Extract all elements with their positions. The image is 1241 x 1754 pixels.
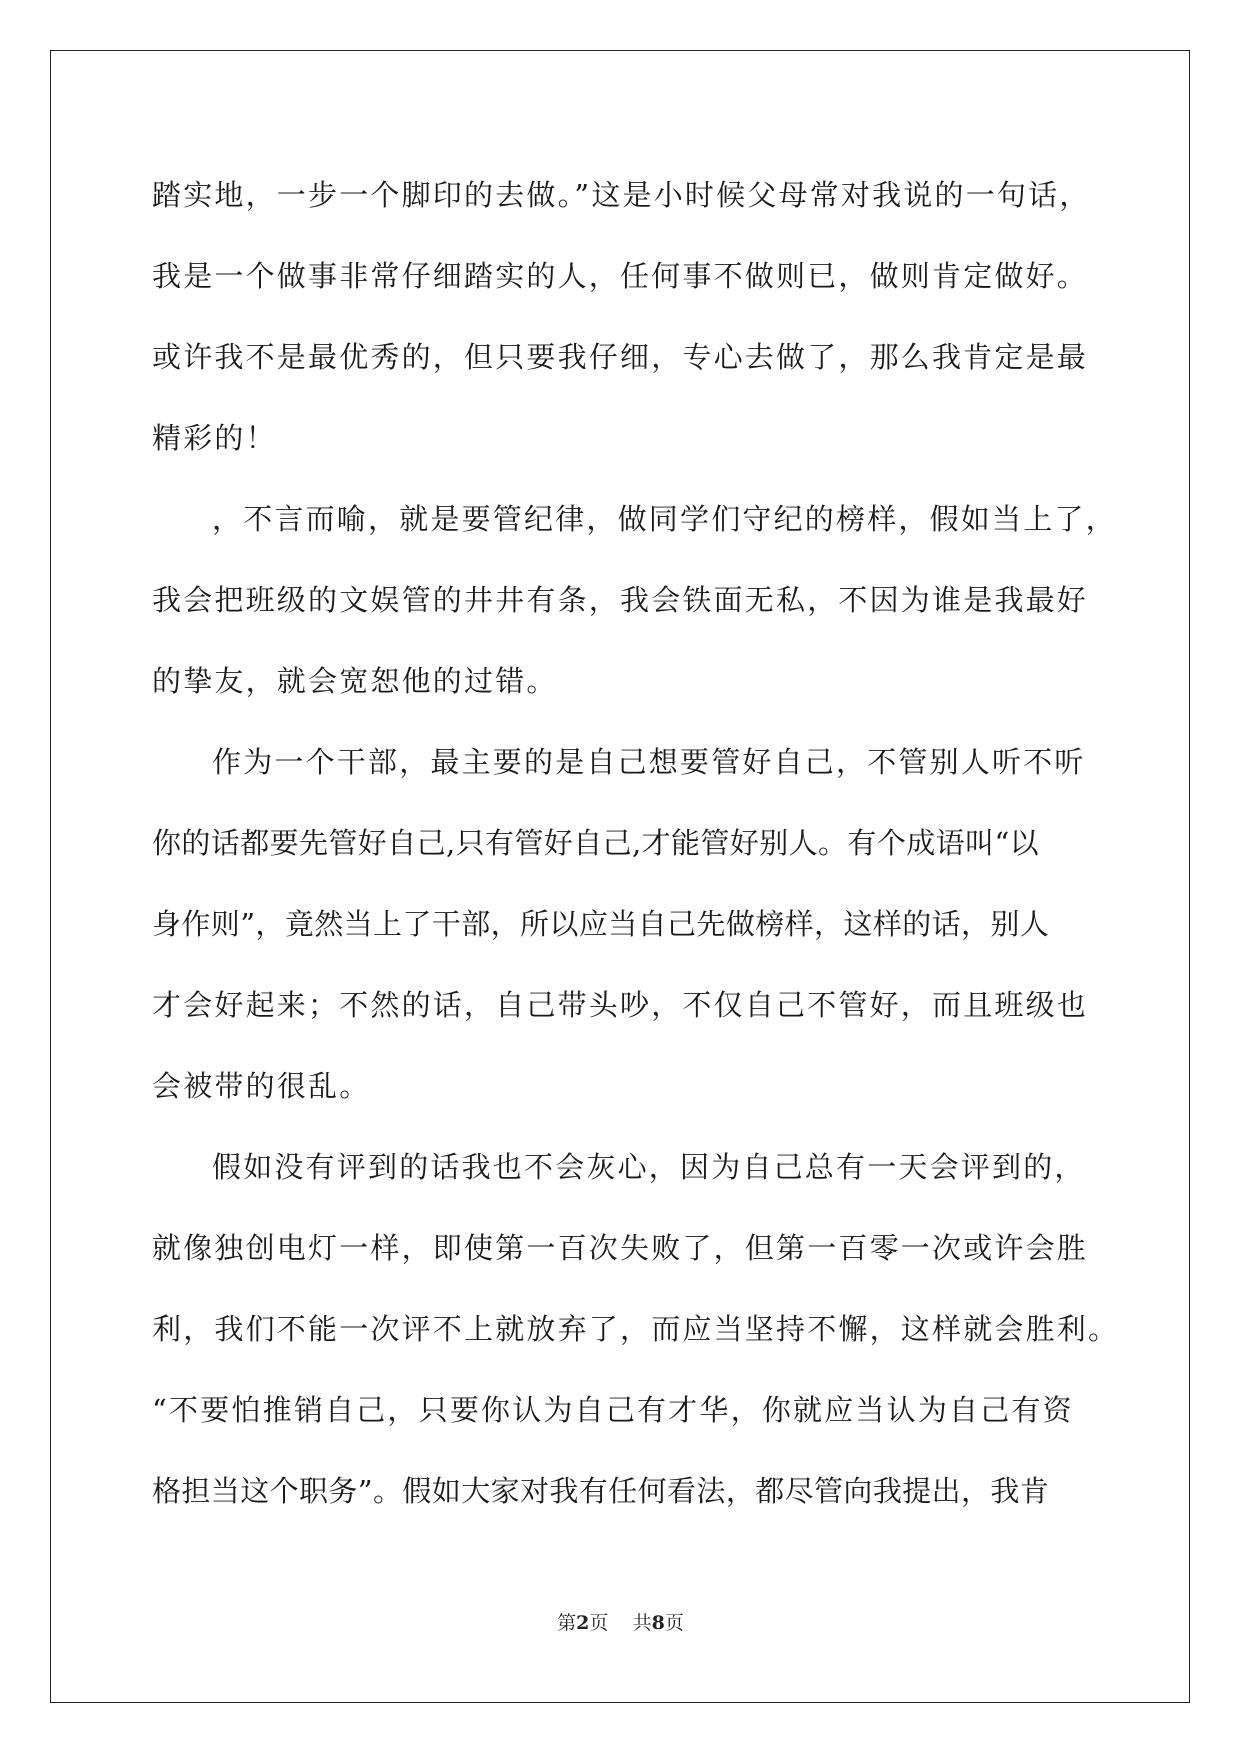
text-line: 或许我不是最优秀的，但只要我仔细，专心去做了，那么我肯定是最: [152, 340, 1089, 374]
text-line: “不要怕推销自己，只要你认为自己有才华，你就应当认为自己有资: [152, 1393, 1074, 1427]
text-line: 的挚友，就会宽恕他的过错。: [152, 664, 558, 698]
text-line: 精彩的！: [152, 421, 277, 455]
page-suffix: 页: [589, 1612, 609, 1634]
text-line: 假如没有评到的话我也不会灰心，因为自己总有一天会评到的，: [212, 1150, 1086, 1184]
text-line: 我是一个做事非常仔细踏实的人，任何事不做则已，做则肯定做好。: [152, 259, 1089, 293]
page-number: 2: [576, 1612, 590, 1634]
text-line: 就像独创电灯一样，即使第一百次失败了，但第一百零一次或许会胜: [152, 1231, 1089, 1265]
text-line: 踏实地，一步一个脚印的去做。”这是小时候父母常对我说的一句话，: [152, 178, 1091, 212]
total-prefix: 共: [632, 1612, 652, 1634]
text-line: 利，我们不能一次评不上就放弃了，而应当坚持不懈，这样就会胜利。: [152, 1312, 1120, 1346]
page-prefix: 第: [557, 1612, 577, 1634]
text-line: 才会好起来；不然的话，自己带头吵，不仅自己不管好，而且班级也: [152, 988, 1089, 1022]
text-line: 身作则”，竟然当上了干部，所以应当自己先做榜样，这样的话，别人: [152, 907, 1050, 941]
text-line: 你的话都要先管好自己,只有管好自己,才能管好别人。有个成语叫“以: [152, 826, 1040, 860]
text-line: 会被带的很乱。: [152, 1069, 371, 1103]
total-suffix: 页: [664, 1612, 684, 1634]
text-line: 我会把班级的文娱管的井井有条，我会铁面无私，不因为谁是我最好: [152, 583, 1089, 617]
page-footer: [0, 1608, 1241, 1635]
total-pages: 8: [651, 1612, 665, 1634]
text-line: ，不言而喻，就是要管纪律，做同学们守纪的榜样，假如当上了，: [212, 502, 1117, 536]
text-line: 格担当这个职务”。假如大家对我有任何看法，都尽管向我提出，我肯: [152, 1474, 1050, 1508]
text-line: 作为一个干部，最主要的是自己想要管好自己，不管别人听不听: [212, 745, 1086, 779]
document-body: [152, 155, 1120, 1532]
